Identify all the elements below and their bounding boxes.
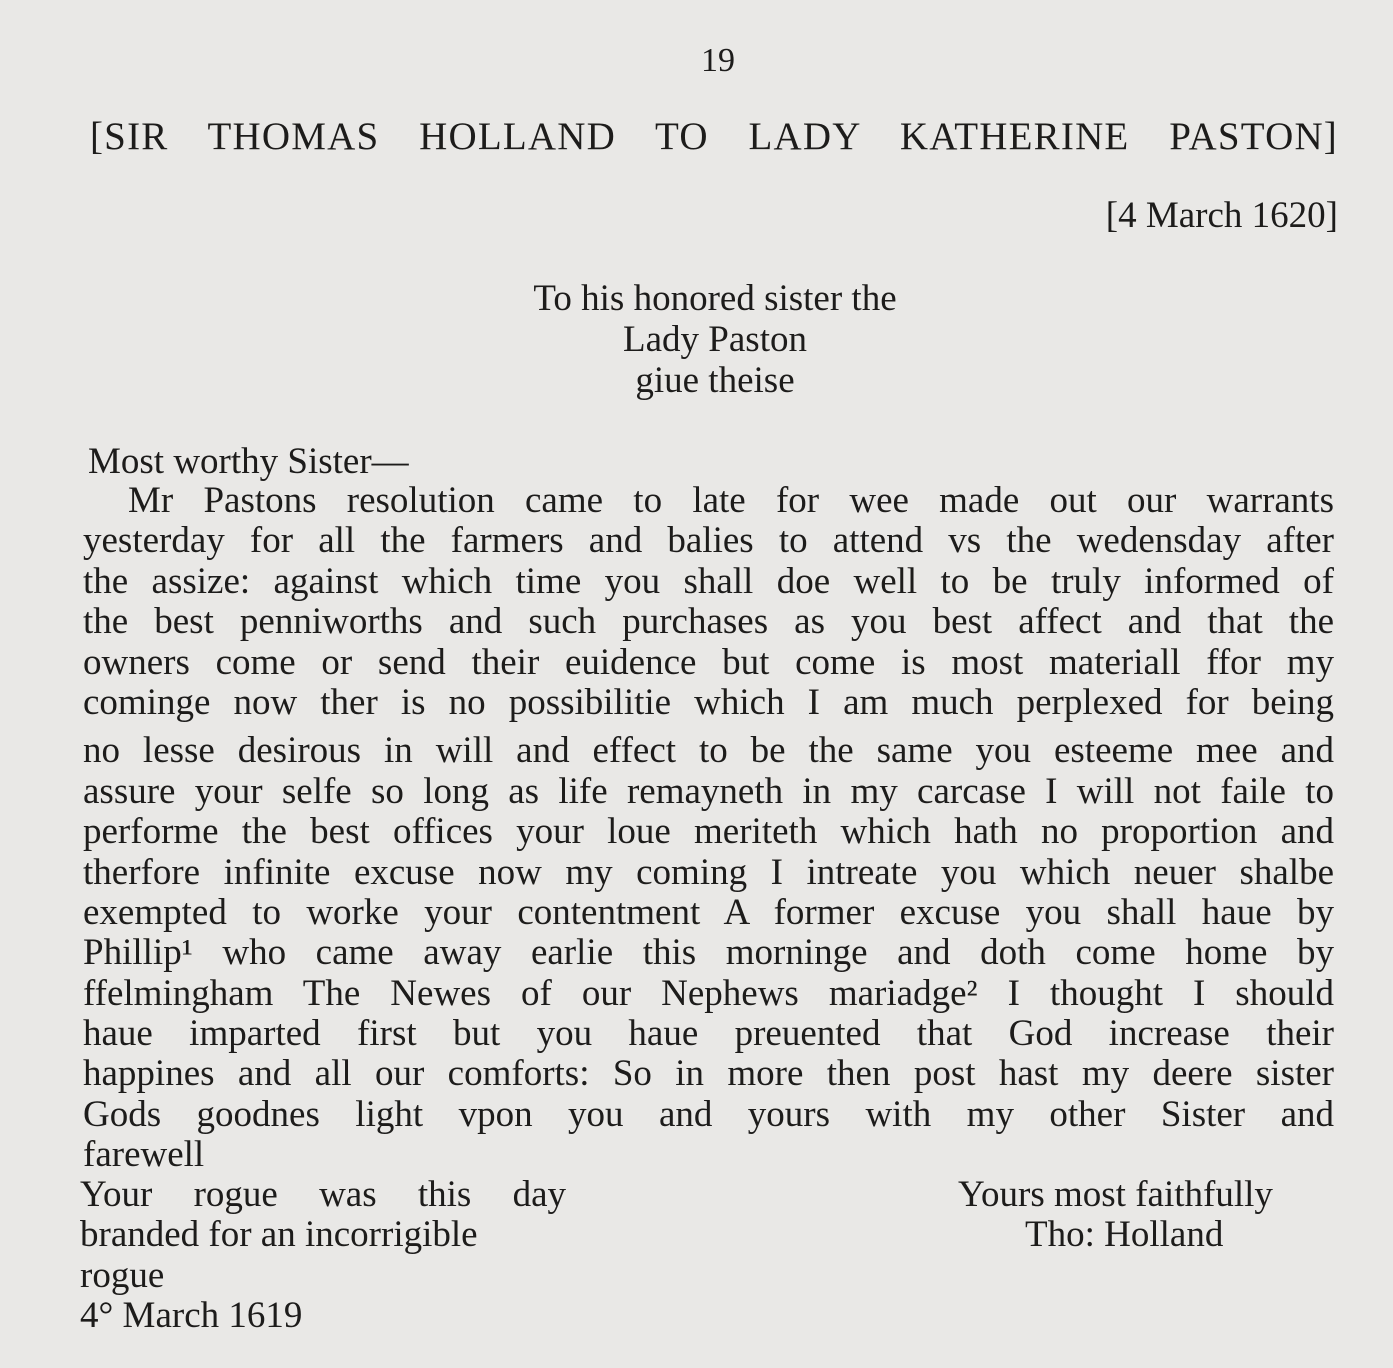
page-number: 19 [701,42,735,79]
body-line: yesterday for all the farmers and balies to attend vs the wedensday after [83,520,1334,562]
body-line: cominge now ther is no possibilitie which I am much perplexed for being [83,681,1334,723]
letter-title: [SIR THOMAS HOLLAND TO LADY KATHERINE PASTON] [90,115,1338,158]
body-line: Gods goodnes light vpon you and yours with my other Sister and [83,1093,1334,1135]
body-line: owners come or send their euidence but come is most materiall ffor my [83,641,1334,683]
body-line: the best penniworths and such purchases as you best affect and that the [83,601,1334,643]
closing: Yours most faithfully [958,1174,1273,1215]
postscript-line: rogue [80,1254,165,1296]
address-line: giue theise [635,360,795,401]
address-block [415,278,1015,401]
body-line: farewell [83,1134,205,1176]
postscript-date: 4° March 1619 [80,1295,303,1337]
body-line: therfore infinite excuse now my coming I intreate you which neuer shalbe [83,851,1334,893]
salutation: Most worthy Sister— [88,441,409,482]
address-line: To his honored sister the [533,278,897,319]
body-line: haue imparted first but you haue preuented that God increase their [83,1013,1334,1055]
body-line: exempted to worke your contentment A former excuse you shall haue by [83,891,1334,933]
signature: Tho: Holland [1025,1214,1224,1256]
letter-body [83,481,1334,1176]
body-line: assure your selfe so long as life remayneth in my carcase I will not faile to [83,770,1334,812]
body-line: the assize: against which time you shall doe well to be truly informed of [83,560,1334,602]
body-line: no lesse desirous in will and effect to be the same you esteeme mee and [83,730,1334,772]
postscript [80,1175,566,1337]
postscript-line: Your rogue was this day [80,1174,566,1215]
body-line: happines and all our comforts: So in more then post hast my deere sister [83,1053,1334,1095]
body-line: performe the best offices your loue meriteth which hath no proportion and [83,811,1334,853]
body-line: Mr Pastons resolution came to late for wee made out our warrants [128,480,1334,521]
body-line: Phillip¹ who came away earlie this morninge and doth come home by [83,932,1334,974]
postscript-line: branded for an incorrigible [80,1214,478,1256]
closing-block [958,1175,1273,1256]
body-line: ffelmingham The Newes of our Nephews mariadge² I thought I should [83,972,1334,1014]
letter-date: [4 March 1620] [1105,195,1338,236]
address-line: Lady Paston [623,319,807,360]
